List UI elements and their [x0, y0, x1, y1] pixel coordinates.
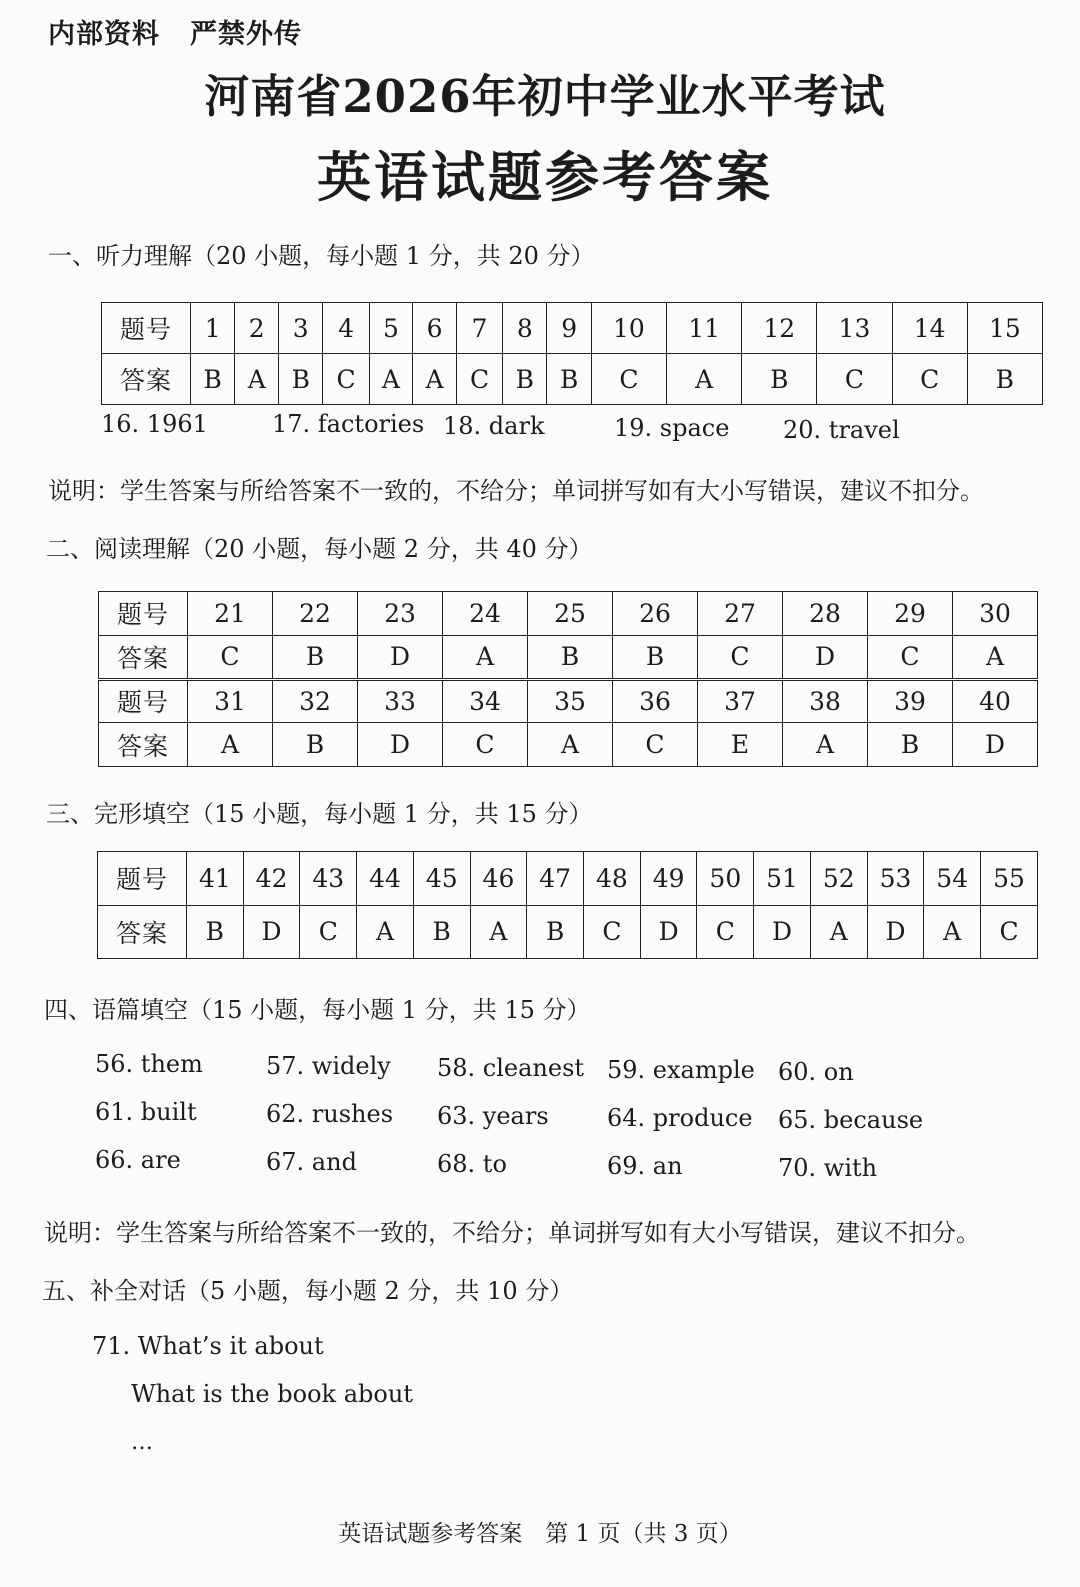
question-number-cell: 31 [188, 679, 273, 723]
answer-cell: B [273, 723, 358, 767]
answer-cell: A [188, 723, 273, 767]
question-number-cell: 37 [698, 679, 783, 723]
question-number-cell: 42 [243, 852, 300, 906]
section1-heading: 一、听力理解（20 小题，每小题 1 分，共 20 分） [48, 242, 595, 270]
question-number-cell: 5 [369, 303, 413, 354]
question-number-cell: 24 [443, 592, 528, 636]
section1-note: 说明：学生答案与所给答案不一致的，不给分；单词拼写如有大小写错误，建议不扣分。 [48, 477, 984, 505]
question-number-cell: 51 [754, 852, 811, 906]
section4-heading: 四、语篇填空（15 小题，每小题 1 分，共 15 分） [44, 996, 591, 1024]
section2-answer-table [98, 591, 1038, 767]
question-number-cell: 22 [273, 592, 358, 636]
question-number-cell: 7 [456, 303, 502, 354]
answer-cell: D [867, 905, 924, 959]
confidential-label-1: 内部资料 [48, 19, 160, 50]
answer-cell: A [413, 354, 457, 405]
question-number-cell: 34 [443, 679, 528, 723]
fill-19: 19. space [614, 414, 730, 442]
answer-cell: A [953, 635, 1038, 679]
fill-20: 20. travel [783, 416, 900, 444]
answer-cell: B [191, 354, 235, 405]
answer-cell: D [754, 905, 811, 959]
fill-answer: 63. years [437, 1102, 549, 1130]
answer-label: 答案 [99, 723, 188, 767]
answer-label: 答案 [102, 354, 191, 405]
question-number-cell: 28 [783, 592, 868, 636]
question-number-cell: 38 [783, 679, 868, 723]
fill-answer: 61. built [95, 1098, 197, 1126]
question-number-cell: 10 [591, 303, 666, 354]
question-number-cell: 40 [953, 679, 1038, 723]
answer-cell: B [187, 905, 244, 959]
question-number-cell: 3 [279, 303, 323, 354]
answer-cell: A [470, 905, 527, 959]
question-number-cell: 36 [613, 679, 698, 723]
question-number-cell: 29 [868, 592, 953, 636]
answer-cell: E [698, 723, 783, 767]
answer-cell: D [640, 905, 697, 959]
question-number-cell: 6 [413, 303, 457, 354]
answer-cell: D [358, 635, 443, 679]
question-number-label: 题号 [98, 852, 187, 906]
answer-cell: C [697, 905, 754, 959]
answer-cell: B [279, 354, 323, 405]
question-number-cell: 32 [273, 679, 358, 723]
question-number-cell: 33 [358, 679, 443, 723]
answer-cell: B [503, 354, 547, 405]
question-number-cell: 45 [413, 852, 470, 906]
question-number-label: 题号 [99, 592, 188, 636]
fill-answer: 65. because [778, 1106, 924, 1134]
answer-cell: B [528, 635, 613, 679]
answer-cell: C [698, 635, 783, 679]
question-number-cell: 4 [323, 303, 369, 354]
fill-answer: 70. with [778, 1154, 878, 1182]
fill-answer: 66. are [95, 1146, 181, 1174]
answer-cell: B [613, 635, 698, 679]
question-number-cell: 13 [817, 303, 892, 354]
fill-answer: 60. on [778, 1058, 854, 1086]
section2-heading: 二、阅读理解（20 小题，每小题 2 分，共 40 分） [46, 535, 593, 563]
question-number-cell: 15 [967, 303, 1042, 354]
fill-answer: 56. them [95, 1050, 203, 1078]
question-number-cell: 54 [924, 852, 981, 906]
question-number-cell: 27 [698, 592, 783, 636]
answer-cell: C [300, 905, 357, 959]
answer-cell: A [235, 354, 279, 405]
answer-cell: B [742, 354, 817, 405]
answer-cell: C [613, 723, 698, 767]
continuation-ellipsis: … [131, 1430, 155, 1455]
answer-cell: B [547, 354, 591, 405]
answer-71-alt: What is the book about [131, 1380, 413, 1408]
fill-answer: 64. produce [607, 1104, 753, 1132]
section3-heading: 三、完形填空（15 小题，每小题 1 分，共 15 分） [46, 800, 593, 828]
question-number-cell: 9 [547, 303, 591, 354]
answer-cell: C [591, 354, 666, 405]
page-footer: 英语试题参考答案 第 1 页（共 3 页） [338, 1521, 742, 1547]
answer-cell: B [413, 905, 470, 959]
answer-cell: C [868, 635, 953, 679]
answer-cell: C [981, 905, 1038, 959]
question-number-cell: 49 [640, 852, 697, 906]
confidential-label-2: 严禁外传 [190, 19, 302, 50]
answer-label: 答案 [99, 635, 188, 679]
answer-cell: C [456, 354, 502, 405]
answer-71: 71. What’s it about [92, 1332, 324, 1360]
answer-cell: C [323, 354, 369, 405]
question-number-cell: 25 [528, 592, 613, 636]
fill-answer: 69. an [607, 1152, 683, 1180]
question-number-cell: 44 [357, 852, 414, 906]
fill-answer: 68. to [437, 1150, 507, 1178]
exam-title: 河南省2026年初中学业水平考试 [204, 70, 886, 123]
answer-cell: D [243, 905, 300, 959]
question-number-cell: 21 [188, 592, 273, 636]
answer-cell: B [868, 723, 953, 767]
fill-17: 17. factories [272, 410, 425, 438]
question-number-label: 题号 [102, 303, 191, 354]
answer-cell: A [924, 905, 981, 959]
answer-cell: A [783, 723, 868, 767]
answer-cell: A [528, 723, 613, 767]
question-number-cell: 12 [742, 303, 817, 354]
answer-cell: D [358, 723, 443, 767]
question-number-cell: 53 [867, 852, 924, 906]
question-number-cell: 23 [358, 592, 443, 636]
answer-cell: D [953, 723, 1038, 767]
section5-heading: 五、补全对话（5 小题，每小题 2 分，共 10 分） [42, 1277, 574, 1305]
question-number-cell: 48 [584, 852, 641, 906]
answer-cell: D [783, 635, 868, 679]
question-number-cell: 1 [191, 303, 235, 354]
answer-cell: A [810, 905, 867, 959]
confidential-notice [48, 12, 332, 51]
question-number-cell: 55 [981, 852, 1038, 906]
fill-answer: 62. rushes [266, 1100, 394, 1128]
answer-label: 答案 [98, 905, 187, 959]
question-number-cell: 8 [503, 303, 547, 354]
question-number-cell: 26 [613, 592, 698, 636]
section4-note: 说明：学生答案与所给答案不一致的，不给分；单词拼写如有大小写错误，建议不扣分。 [44, 1219, 980, 1247]
question-number-label: 题号 [99, 679, 188, 723]
question-number-cell: 47 [527, 852, 584, 906]
question-number-cell: 11 [667, 303, 742, 354]
answer-cell: B [527, 905, 584, 959]
answer-cell: C [817, 354, 892, 405]
answer-cell: C [188, 635, 273, 679]
fill-16: 16. 1961 [101, 410, 208, 438]
section3-answer-table [97, 851, 1038, 959]
fill-answer: 58. cleanest [437, 1054, 585, 1082]
question-number-cell: 50 [697, 852, 754, 906]
question-number-cell: 14 [892, 303, 967, 354]
fill-answer: 67. and [266, 1148, 357, 1176]
question-number-cell: 41 [187, 852, 244, 906]
question-number-cell: 30 [953, 592, 1038, 636]
answer-cell: A [667, 354, 742, 405]
answer-cell: A [357, 905, 414, 959]
fill-answer: 59. example [607, 1056, 755, 1084]
answer-key-title: 英语试题参考答案 [317, 145, 773, 209]
section1-answer-table [101, 302, 1043, 405]
answer-cell: B [967, 354, 1042, 405]
answer-cell: C [584, 905, 641, 959]
answer-cell: A [443, 635, 528, 679]
question-number-cell: 43 [300, 852, 357, 906]
question-number-cell: 46 [470, 852, 527, 906]
answer-cell: A [369, 354, 413, 405]
question-number-cell: 2 [235, 303, 279, 354]
question-number-cell: 39 [868, 679, 953, 723]
answer-cell: C [892, 354, 967, 405]
question-number-cell: 52 [810, 852, 867, 906]
fill-18: 18. dark [443, 412, 545, 440]
question-number-cell: 35 [528, 679, 613, 723]
fill-answer: 57. widely [266, 1052, 391, 1080]
answer-cell: C [443, 723, 528, 767]
answer-cell: B [273, 635, 358, 679]
